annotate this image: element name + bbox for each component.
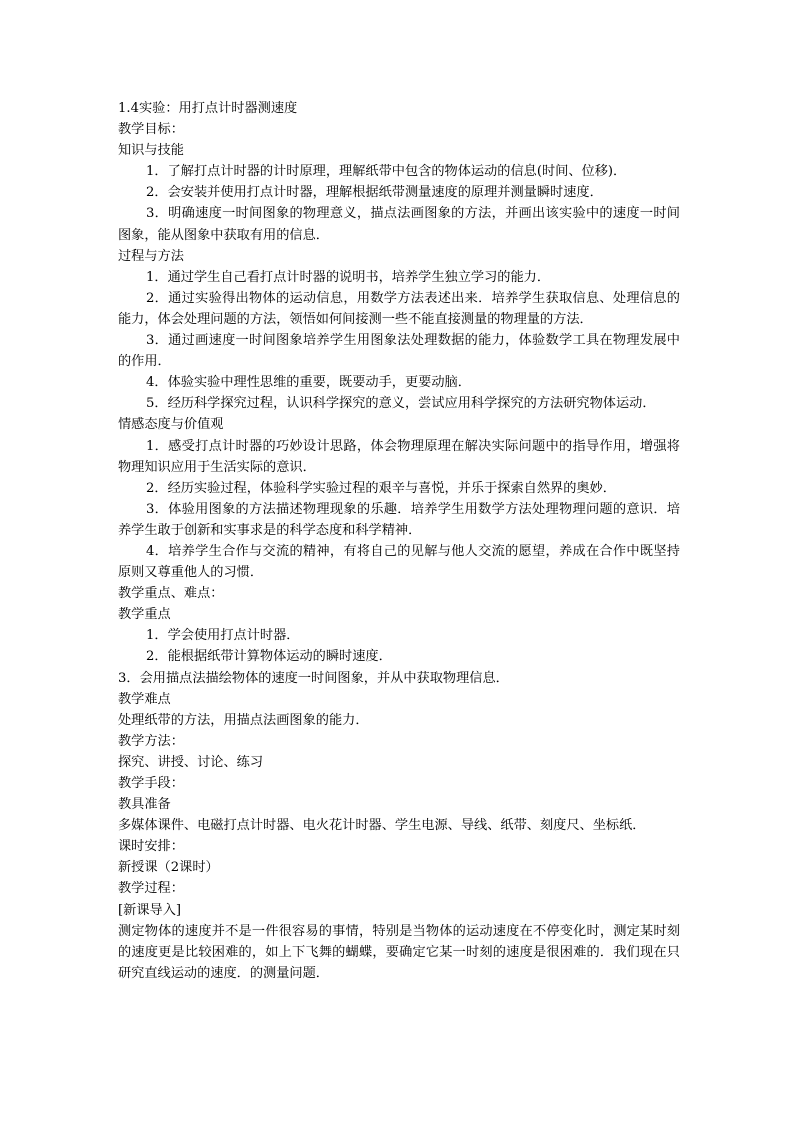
knowledge-item: 2．会安装并使用打点计时器，理解根据纸带测量速度的原理并测量瞬时速度．	[146, 185, 603, 201]
key-item: 1．学会使用打点计时器．	[146, 628, 300, 644]
emotion-item: 1．感受打点计时器的巧妙设计思路，体会物理原理在解决实际问题中的指导作用，增强将物理知识应用于生活实际的意识．	[118, 438, 680, 475]
document-title: 1.4实验：用打点计时器测速度	[118, 101, 298, 116]
key-item: 2．能根据纸带计算物体运动的瞬时速度．	[146, 649, 392, 665]
means-heading: 教学手段：	[118, 776, 184, 791]
emotion-item: 3．体验用图象的方法描述物理现象的乐趣．培养学生用数学方法处理物理问题的意识．培养学生敢于创新和实事求是的科学态度和科学精神．	[118, 501, 680, 538]
emotion-item: 4．培养学生合作与交流的精神，有将自己的见解与他人交流的愿望，养成在合作中既坚持原则又尊重他人的习惯．	[118, 543, 680, 581]
tools-text: 多媒体课件、电磁打点计时器、电火花计时器、学生电源、导线、纸带、刻度尺、坐标纸．	[118, 818, 646, 834]
document-page	[118, 98, 680, 984]
schedule-text: 新授课（2课时）	[118, 860, 219, 876]
objectives-heading: 教学目标：	[118, 122, 184, 138]
difficult-heading: 教学难点	[118, 691, 171, 707]
knowledge-item: 3．明确速度一时间图象的物理意义，描点法画图象的方法，并画出该实验中的速度一时间图象，能从图象中获取有用的信息．	[118, 206, 680, 243]
process-item: 3．通过画速度一时间图象培养学生用图象法处理数据的能力，体验数学工具在物理发展中的作用．	[118, 333, 680, 370]
key-item: 3．会用描点法描绘物体的速度一时间图象，并从中获取物理信息．	[118, 670, 509, 686]
process-item: 5．经历科学探究过程，认识科学探究的意义，尝试应用科学探究的方法研究物体运动．	[146, 396, 656, 412]
intro-text: 测定物体的速度并不是一件很容易的事情，特别是当物体的运动速度在不停变化时，测定某时刻的速度更是比较困难的，如上下飞舞的蝴蝶，要确定它某一时刻的速度是很困难的．我们现在只研究直线运动的速度．的测量问题．	[118, 923, 680, 981]
process2-heading: 教学过程：	[118, 881, 184, 897]
process-item: 1．通过学生自己看打点计时器的说明书，培养学生独立学习的能力．	[146, 269, 551, 285]
key-difficult-heading: 教学重点、难点：	[118, 586, 224, 602]
process-item: 4．体验实验中理性思维的重要，既要动手，更要动脑．	[146, 375, 471, 391]
schedule-heading: 课时安排：	[118, 839, 184, 855]
emotion-heading: 情感态度与价值观	[118, 417, 224, 433]
knowledge-heading: 知识与技能	[118, 143, 184, 159]
intro-heading: [新课导入]	[118, 902, 182, 918]
method-heading: 教学方法：	[118, 733, 184, 749]
process-heading: 过程与方法	[118, 248, 184, 264]
difficult-text: 处理纸带的方法，用描点法画图象的能力．	[118, 712, 369, 728]
emotion-item: 2．经历实验过程，体验科学实验过程的艰辛与喜悦，并乐于探索自然界的奥妙．	[146, 480, 616, 496]
tools-heading: 教具准备	[118, 797, 171, 813]
knowledge-item: 1．了解打点计时器的计时原理，理解纸带中包含的物体运动的信息(时间、位移)．	[146, 164, 627, 180]
key-heading: 教学重点	[118, 607, 171, 623]
method-text: 探究、讲授、讨论、练习	[118, 754, 264, 770]
process-item: 2．通过实验得出物体的运动信息，用数学方法表述出来．培养学生获取信息、处理信息的能力，体会处理问题的方法，领悟如何间接测一些不能直接测量的物理量的方法．	[118, 290, 680, 327]
